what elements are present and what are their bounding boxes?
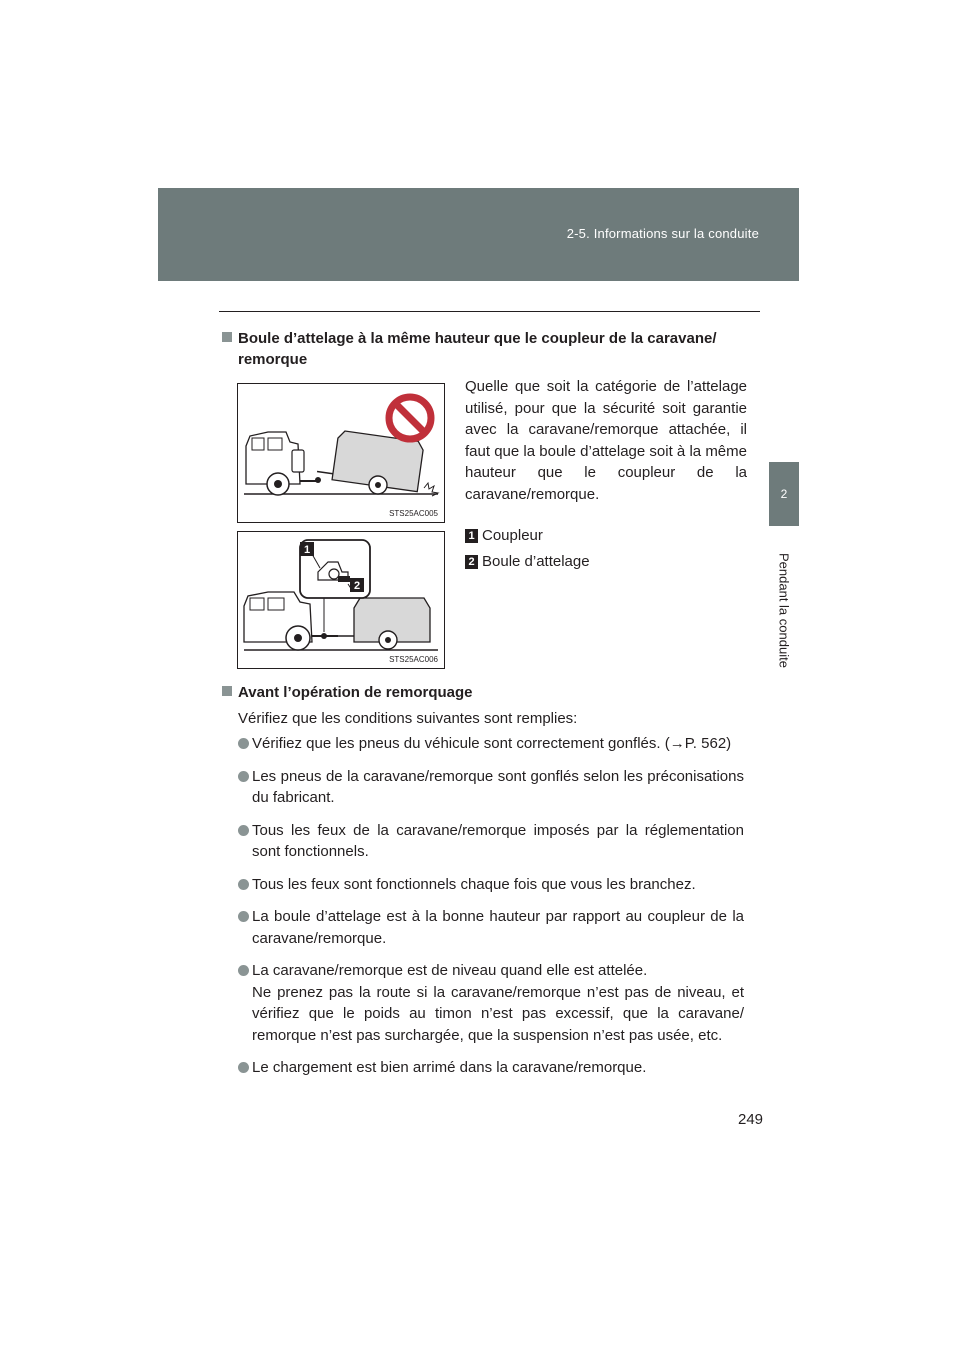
legend-label: Coupleur [482,527,543,544]
section2-title: Avant l’opération de remorquage [238,684,473,701]
round-bullet-icon [238,825,249,836]
list-item-text: Vérifiez que les pneus du véhicule sont correctement gonflés. (→P. 562) [252,735,732,752]
chapter-label-text: Pendant la conduite [776,552,792,668]
square-bullet-icon [222,332,232,342]
legend-item-coupler [465,527,543,544]
page-number: 249 [738,1111,764,1128]
header-section-title: 2-5. Informations sur la conduite [566,226,759,241]
section-title-before-towing [222,682,754,703]
chapter-tab-label [766,540,802,680]
list-item [238,820,744,863]
round-bullet-icon [238,911,249,922]
legend-item-hitch-ball [465,553,590,570]
round-bullet-icon [238,879,249,890]
legend-number: 2 [465,555,478,569]
correct-hitch-illustration [238,532,444,668]
list-item-extra-text: Ne prenez pas la route si la caravane/remorque n’est pas de niveau, et vérifiez que le poids au timon n’est pas excessif, que la caravane/ remorque n’est pas surchargée, que la suspension n’est pas usée, etc. [252,983,744,1044]
list-item-text: Tous les feux de la caravane/remorque imposés par la réglementation sont fonctionnels. [252,821,744,860]
figure-label-2: 2 [353,580,361,592]
figure-label-1: 1 [303,544,311,556]
round-bullet-icon [238,738,249,749]
checklist [238,733,744,1090]
figure2-code: STS25AC006 [389,655,438,664]
list-item-text: La caravane/remorque est de niveau quand elle est attelée. [252,962,648,979]
chapter-tab-number: 2 [769,462,799,526]
list-item-text: Les pneus de la caravane/remorque sont gonflés selon les préconisations du fabricant. [252,767,744,806]
list-item [238,733,744,755]
list-item [238,766,744,809]
legend-label: Boule d’attelage [482,553,590,570]
legend-number: 1 [465,529,478,543]
list-item-text: Le chargement est bien arrimé dans la caravane/remorque. [252,1059,647,1076]
hitch-description: Quelle que soit la catégorie de l’attelage utilisé, pour que la sécurité soit garantie avec la caravane/remorque attachée, il faut que la boule d’attelage soit à la même hauteur que le coupleur de la caravane/remorque. [465,378,747,503]
list-item [238,906,744,949]
list-item-text: La boule d’attelage est à la bonne hauteur par rapport au coupleur de la caravane/remorque. [252,908,744,947]
list-item [238,1057,744,1079]
section2-intro: Vérifiez que les conditions suivantes sont remplies: [238,710,578,727]
list-item-text: Tous les feux sont fonctionnels chaque fois que vous les branchez. [252,875,696,893]
figure-correct-hitch [237,531,445,669]
figure-incorrect-hitch [237,383,445,523]
square-bullet-icon [222,686,232,696]
round-bullet-icon [238,965,249,976]
header-rule [219,311,760,312]
section-title-hitch-height [222,328,754,370]
section1-title-line2: remorque [238,351,308,368]
header-bar [158,188,799,281]
figure1-code: STS25AC005 [389,509,438,518]
section1-title-line1: Boule d’attelage à la même hauteur que le coupleur de la caravane/ [238,330,717,347]
round-bullet-icon [238,1062,249,1073]
incorrect-hitch-illustration [238,384,444,522]
round-bullet-icon [238,771,249,782]
list-item [238,874,744,896]
list-item [238,960,744,1046]
